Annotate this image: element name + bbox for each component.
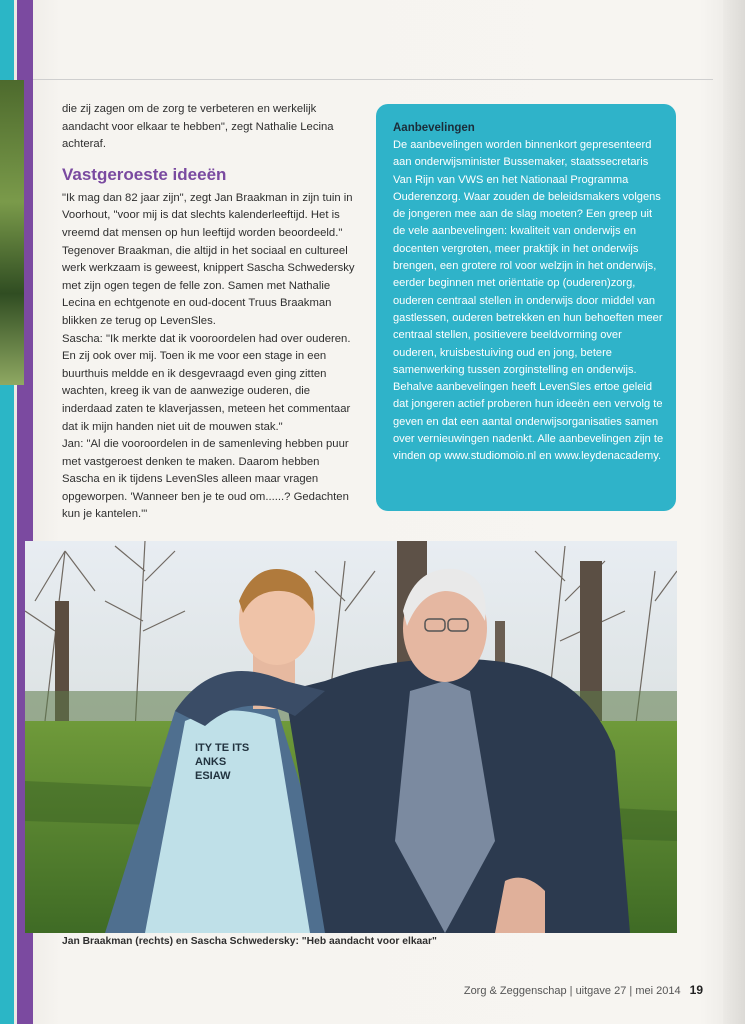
box-title: Aanbevelingen: [393, 122, 475, 134]
svg-text:ESIAW: ESIAW: [195, 770, 231, 782]
left-article-column: [62, 101, 360, 524]
footer-separator: |: [629, 985, 636, 997]
portrait-photo: [25, 541, 677, 933]
box-paragraph: De aanbevelingen worden binnenkort gepresenteerd aan onderwijsminister Bussemaker, staatssecretaris Van Rijn van VWS en het Nationaal Programma Ouderenzorg. Waar zouden de beleidsmakers volgens de jongeren mee aan de slag moeten? Een greep uit de vele aanbevelingen: kwaliteit van onderwijs en docenten vergroten, meer praktijk in het onderwijs brengen, een grotere rol voor welzijn in het onderwijs, eerder beginnen met oriëntatie op (ouderen)zorg, ouderen centraal stellen in onderwijs door middel van gastlessen, ouderen betrekken en hun behoeften meer centraal stellen, positievere beeldvorming over ouderen, kruisbestuiving oud en jong, betere samenwerking tussen zorginstelling en onderwijs.: [393, 139, 663, 376]
section-heading: Vastgeroeste ideeën: [62, 164, 227, 184]
page-number: 19: [689, 983, 703, 997]
recommendations-box: [376, 104, 676, 511]
footer-separator: |: [569, 985, 576, 997]
article-paragraph: Jan: "Al die vooroordelen in de samenleving hebben puur met vastgeroest denken te maken. Daarom hebben Sascha en ik tijdens LevenSles alleen maar vragen opgeworpen. 'Wanneer ben je te oud om......? Gedachten kun je kantelen.'": [62, 438, 349, 521]
magazine-name: Zorg & Zeggenschap: [463, 985, 567, 997]
article-paragraph: Sascha: "Ik merkte dat ik vooroordelen had over ouderen. En zij ook over mij. Toen ik me voor een stage in een buurthuis meldde en ik desgevraagd even ging zitten wachten, kreeg ik van de aanwezige ouderen, die inderdaad zaten te klaverjassen, meteen het commentaar dat ik mijn handen niet uit de mouwen stak.": [62, 332, 351, 433]
box-paragraph: Behalve aanbevelingen heeft LevenSles ertoe geleid dat jongeren actief proberen hun ideeën een vervolg te geven en dat een aantal onderwijsorganisaties samen over vernieuwingen nadenkt. Alle aanbevelingen zijn te vinden op www.studiomoio.nl en www.leydenacademy.: [393, 381, 664, 463]
issue-number: uitgave 27: [575, 985, 627, 997]
page-fold-edge: [723, 0, 745, 1024]
photo-caption: Jan Braakman (rechts) en Sascha Schwedersky: "Heb aandacht voor elkaar": [62, 936, 437, 947]
shirt-print-text: ITY TE ITS: [195, 742, 250, 754]
page-footer: [464, 983, 703, 997]
issue-date: mei 2014: [635, 985, 681, 997]
article-paragraph: "Ik mag dan 82 jaar zijn", zegt Jan Braakman in zijn tuin in Voorhout, "voor mij is dat slechts kalenderleeftijd. Het is vreemd dat mensen op hun leeftijd worden beoordeeld." Tegenover Braakman, die altijd in het sociaal en cultureel werk werkzaam is geweest, knippert Sascha Schwedersky met zijn ogen tegen de felle zon. Samen met Nathalie Lecina en echtgenote en oud-docent Truus Braakman blikken ze terug op LevenSles.: [62, 191, 355, 327]
top-rule: [33, 79, 713, 80]
article-intro-text: die zij zagen om de zorg te verbeteren en werkelijk aandacht voor elkaar te hebben", zegt Nathalie Lecina achteraf.: [62, 103, 334, 151]
svg-text:ANKS: ANKS: [195, 756, 227, 768]
adjacent-page-photo-edge: [0, 80, 24, 385]
